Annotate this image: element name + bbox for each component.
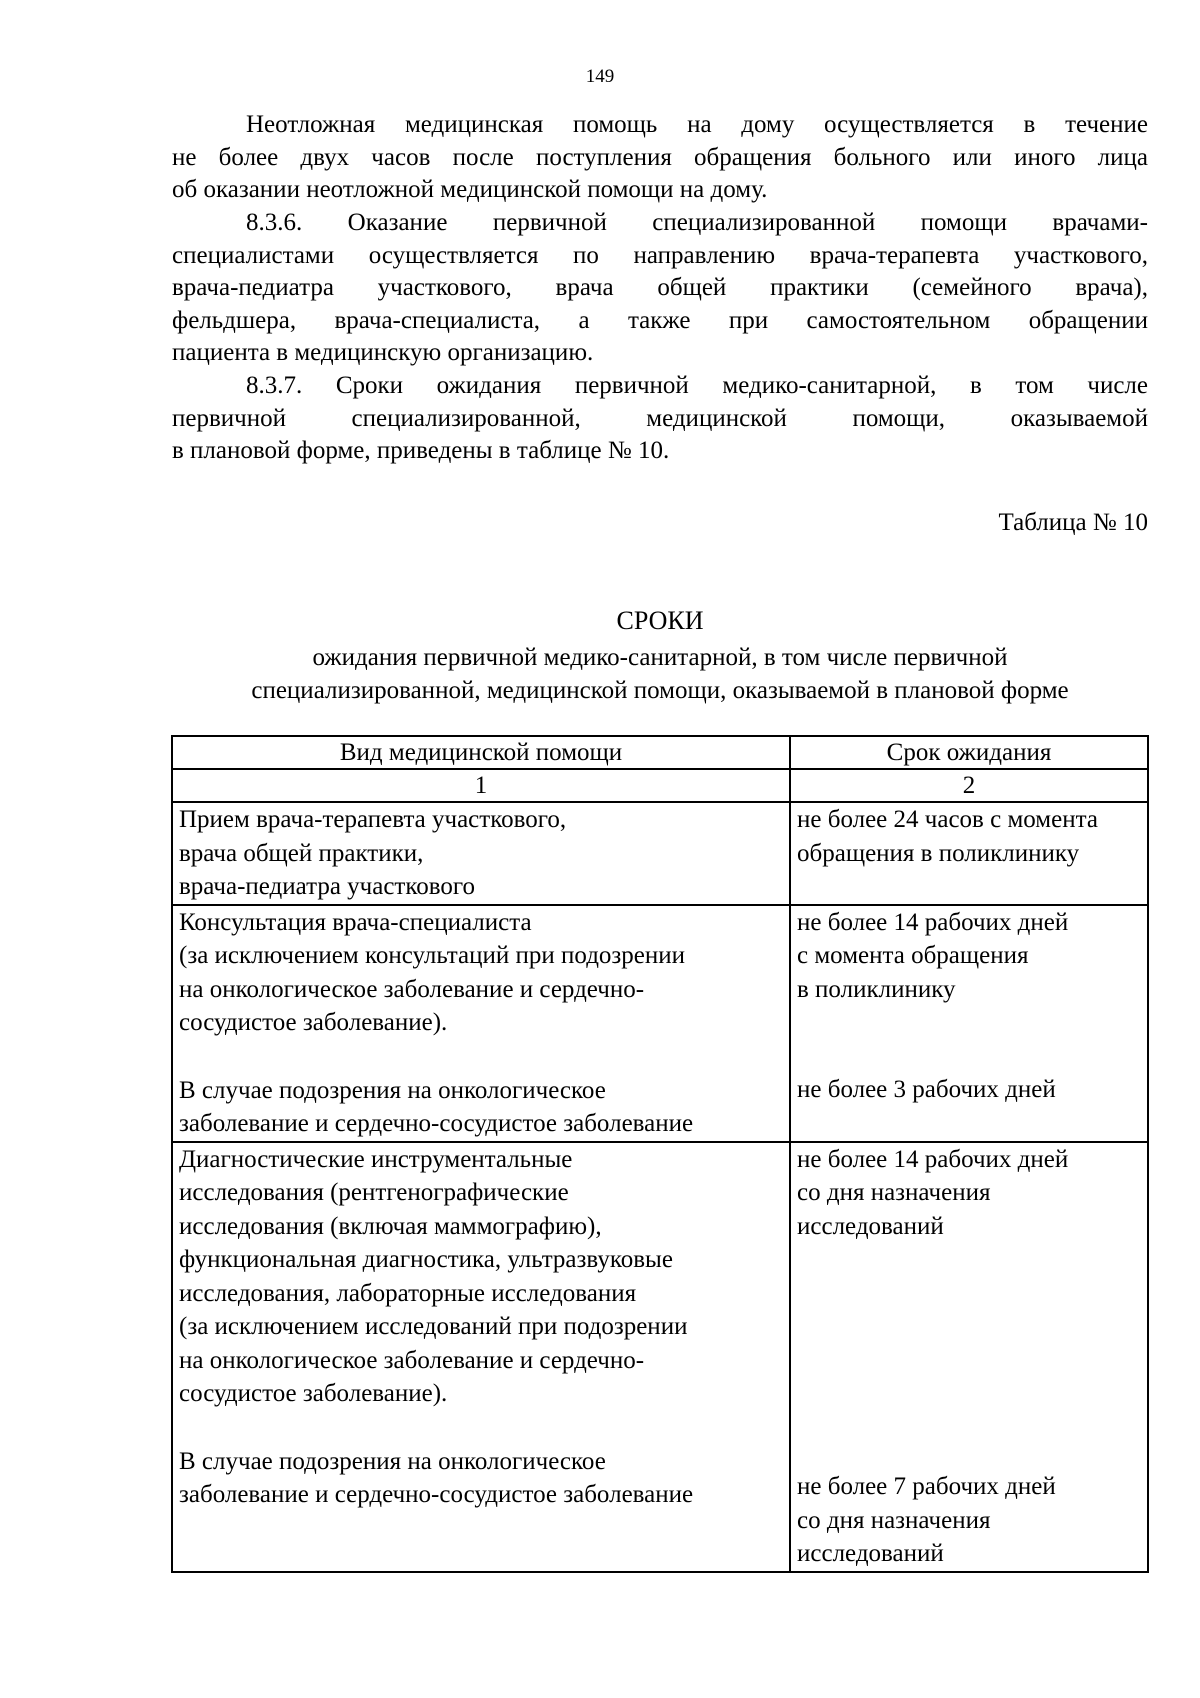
cell-line: (за исключением консультаций при подозрении: [179, 942, 686, 969]
paragraph-line: пациента в медицинскую организацию.: [172, 339, 594, 366]
column-number: 2: [790, 769, 1148, 802]
subtitle-line: специализированной, медицинской помощи, оказываемой в плановой форме: [251, 677, 1069, 704]
table-label: Таблица № 10: [998, 509, 1148, 536]
page-number: 149: [585, 66, 615, 87]
cell-line: заболевание и сердечно-сосудистое заболевание: [179, 1481, 694, 1508]
cell-line: на онкологическое заболевание и сердечно-: [179, 1346, 645, 1374]
cell-line: Диагностические инструментальные: [179, 1145, 573, 1173]
cell-line: Прием врача-терапевта участкового,: [179, 806, 567, 833]
cell-line: Консультация врача-специалиста: [179, 908, 532, 936]
cell-line: исследований: [797, 1212, 944, 1240]
cell-line: в поликлинику: [797, 975, 956, 1003]
table-row: [172, 802, 1148, 905]
cell-line: не более 3 рабочих дней: [797, 1076, 1056, 1103]
cell-line: В случае подозрения на онкологическое: [179, 1076, 606, 1104]
care-type-cell: [172, 802, 790, 905]
cell-line: на онкологическое заболевание и сердечно-: [179, 975, 645, 1003]
cell-line: не более 14 рабочих дней: [797, 1145, 1069, 1173]
cell-line: функциональная диагностика, ультразвуковые: [179, 1246, 673, 1273]
cell-line: обращения в поликлинику: [797, 839, 1080, 867]
cell-line: врача-педиатра участкового: [179, 873, 475, 900]
care-type-cell: [172, 905, 790, 1142]
table-row: [172, 1142, 1148, 1572]
paragraph-emergency-home-care: [172, 109, 1148, 207]
cell-line: сосудистое заболевание).: [179, 1009, 448, 1036]
table-header-row: [172, 736, 1148, 769]
waiting-time-cell: [790, 1142, 1148, 1572]
paragraph-line: 8.3.6. Оказание первичной специализированной помощи врачами-: [246, 209, 1148, 236]
header-care-type: Вид медицинской помощи: [172, 736, 790, 769]
cell-line: заболевание и сердечно-сосудистое заболевание: [179, 1110, 694, 1137]
paragraph-line: не более двух часов после поступления обращения больного или иного лица: [172, 143, 1148, 171]
paragraph-line: Неотложная медицинская помощь на дому осуществляется в течение: [246, 111, 1148, 138]
cell-line: исследований: [797, 1540, 944, 1567]
cell-line: не более 24 часов с момента: [797, 806, 1098, 833]
subtitle-line: ожидания первичной медико-санитарной, в том числе первичной: [312, 644, 1008, 671]
cell-line: со дня назначения: [797, 1179, 991, 1206]
paragraph-line: 8.3.7. Сроки ожидания первичной медико-санитарной, в том числе: [246, 372, 1148, 399]
cell-line: с момента обращения: [797, 942, 1029, 969]
table-column-number-row: [172, 769, 1148, 802]
table-subtitle: [172, 641, 1148, 707]
cell-line: исследования, лабораторные исследования: [179, 1279, 637, 1307]
paragraph-line: первичной специализированной, медицинской помощи, оказываемой: [172, 404, 1148, 432]
paragraph-line: в плановой форме, приведены в таблице № 10.: [172, 437, 670, 464]
paragraph-8-3-7: [172, 370, 1148, 468]
cell-line: исследования (рентгенографические: [179, 1179, 569, 1206]
cell-line: врача общей практики,: [179, 839, 424, 867]
cell-line: со дня назначения: [797, 1506, 991, 1534]
cell-line: В случае подозрения на онкологическое: [179, 1447, 606, 1475]
table-title: СРОКИ: [616, 606, 704, 635]
table-row: [172, 905, 1148, 1142]
cell-line: исследования (включая маммографию),: [179, 1212, 602, 1240]
paragraph-line: специалистами осуществляется по направлению врача-терапевта участкового,: [172, 241, 1148, 269]
paragraph-line: врача-педиатра участкового, врача общей практики (семейного врача),: [172, 274, 1148, 301]
column-number: 1: [172, 769, 790, 802]
paragraph-line: об оказании неотложной медицинской помощи на дому.: [172, 176, 768, 203]
paragraph-line: фельдшера, врача-специалиста, а также при самостоятельном обращении: [172, 306, 1148, 334]
waiting-time-cell: [790, 802, 1148, 905]
waiting-time-cell: [790, 905, 1148, 1142]
cell-line: сосудистое заболевание).: [179, 1380, 448, 1407]
header-waiting-time: Срок ожидания: [790, 736, 1148, 769]
cell-line: (за исключением исследований при подозрении: [179, 1313, 688, 1340]
cell-line: не более 7 рабочих дней: [797, 1473, 1056, 1500]
care-type-cell: [172, 1142, 790, 1572]
cell-line: не более 14 рабочих дней: [797, 908, 1069, 936]
paragraph-8-3-6: [172, 207, 1148, 370]
waiting-times-table: [171, 735, 1149, 1573]
